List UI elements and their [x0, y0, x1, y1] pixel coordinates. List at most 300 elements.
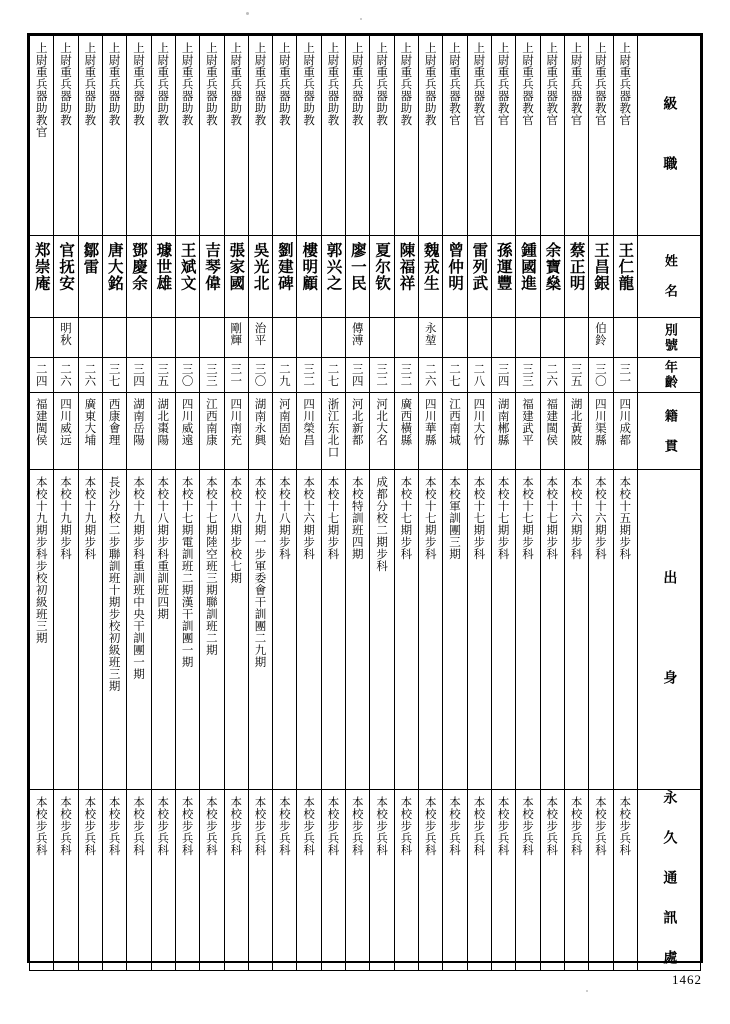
cell-inner: [322, 318, 345, 357]
cell-rank: [613, 36, 638, 236]
cell-address: [175, 790, 199, 971]
cell-inner: [541, 358, 564, 392]
cell-address: [346, 790, 370, 971]
cell-origin: [78, 393, 102, 470]
age-text: 二六: [83, 363, 98, 387]
origin-text: 四川成都: [618, 398, 633, 446]
cell-education: [273, 470, 297, 790]
address-text: 本校步兵科: [326, 796, 341, 856]
row-origin: [30, 393, 701, 470]
cell-rank: [273, 36, 297, 236]
cell-age: [370, 358, 394, 393]
address-text: 本校步兵科: [204, 796, 219, 856]
scan-speck: [360, 18, 362, 20]
origin-text: 浙江东北口: [326, 398, 341, 458]
rank-text: 上尉重兵器助教: [423, 42, 438, 126]
cell-inner: [225, 470, 248, 789]
cell-address: [30, 790, 54, 971]
cell-education: [54, 470, 78, 790]
cell-education: [491, 470, 515, 790]
cell-inner: [541, 318, 564, 357]
cell-education: [516, 470, 540, 790]
alias-text: 治平: [253, 322, 268, 346]
cell-inner: [346, 236, 369, 317]
cell-address: [419, 790, 443, 971]
cell-inner: [614, 470, 638, 789]
cell-inner: [322, 470, 345, 789]
cell-alias: [175, 318, 199, 358]
cell-rank: [151, 36, 175, 236]
cell-inner: [249, 393, 272, 469]
cell-name: [419, 236, 443, 318]
cell-inner: [614, 790, 638, 970]
cell-inner: [346, 36, 369, 235]
cell-origin: [394, 393, 418, 470]
cell-inner: [638, 36, 700, 235]
name-text: 樓明顧: [300, 242, 319, 292]
cell-inner: [443, 36, 466, 235]
cell-inner: [346, 318, 369, 357]
age-text: 三二: [302, 363, 317, 387]
cell-inner: [419, 358, 442, 392]
alias-text: 伯鈴: [593, 322, 608, 346]
age-text: 三二: [399, 363, 414, 387]
name-text: 曾仲明: [446, 242, 465, 292]
rank-text: 上尉重兵器助教: [229, 42, 244, 126]
cell-inner: [30, 236, 53, 317]
address-text: 本校步兵科: [253, 796, 268, 856]
cell-age: [394, 358, 418, 393]
cell-inner: [516, 236, 539, 317]
cell-education: [248, 470, 272, 790]
cell-inner: [273, 36, 296, 235]
address-text: 本校步兵科: [180, 796, 195, 856]
cell-age: [30, 358, 54, 393]
rank-text: 上尉重兵器助教: [83, 42, 98, 126]
cell-inner: [103, 318, 126, 357]
cell-age: [467, 358, 491, 393]
education-text: 本校十九期步科: [59, 476, 73, 560]
cell-inner: [176, 36, 199, 235]
cell-alias: [151, 318, 175, 358]
header-rank-text: 級 職: [661, 95, 678, 176]
address-text: 本校步兵科: [131, 796, 146, 856]
cell-name: [613, 236, 638, 318]
education-text: 本校特訓班四期: [350, 476, 365, 560]
cell-alias: [127, 318, 151, 358]
cell-inner: [54, 318, 77, 357]
row-name: [30, 236, 701, 318]
cell-inner: [30, 393, 53, 469]
cell-origin: [175, 393, 199, 470]
cell-inner: [589, 358, 612, 392]
cell-rank: [78, 36, 102, 236]
cell-inner: [346, 470, 369, 789]
age-text: 三〇: [253, 363, 268, 387]
origin-text: 河北新都: [350, 398, 365, 446]
cell-age: [175, 358, 199, 393]
address-text: 本校步兵科: [545, 796, 560, 856]
cell-inner: [297, 393, 320, 469]
education-text: 本校十七期電訓班二期漢干訓團一期: [180, 476, 195, 668]
cell-inner: [395, 318, 418, 357]
origin-text: 福建閩侯: [545, 398, 560, 446]
cell-alias: [54, 318, 78, 358]
rank-text: 上尉重兵器助教: [302, 42, 317, 126]
cell-inner: [395, 790, 418, 970]
cell-inner: [516, 393, 539, 469]
header-alias-text: 別號: [661, 322, 677, 353]
cell-rank: [516, 36, 540, 236]
cell-age: [78, 358, 102, 393]
cell-inner: [614, 36, 638, 235]
cell-origin: [419, 393, 443, 470]
cell-education: [200, 470, 224, 790]
cell-inner: [468, 393, 491, 469]
cell-inner: [419, 36, 442, 235]
cell-inner: [370, 236, 393, 317]
education-text: 本校十七期步科: [496, 476, 511, 560]
cell-inner: [79, 318, 102, 357]
page-number: 1462: [672, 972, 702, 987]
name-text: 張家國: [227, 242, 246, 292]
cell-inner: [54, 358, 77, 392]
cell-inner: [346, 790, 369, 970]
rank-text: 上尉重兵器助教: [180, 42, 195, 126]
age-text: 二七: [448, 363, 462, 387]
origin-text: 廣東大埔: [83, 398, 98, 446]
cell-address: [491, 790, 515, 971]
cell-rank: [175, 36, 199, 236]
origin-text: 河北大名: [375, 398, 390, 446]
cell-name: [273, 236, 297, 318]
cell-age: [321, 358, 345, 393]
cell-inner: [103, 470, 126, 789]
cell-origin: [491, 393, 515, 470]
cell-inner: [443, 393, 466, 469]
education-text: 本校十七期步科: [399, 476, 414, 560]
address-text: 本校步兵科: [496, 796, 511, 856]
cell-name: [394, 236, 418, 318]
cell-rank: [370, 36, 394, 236]
header-name: [638, 236, 701, 318]
cell-inner: [419, 318, 442, 357]
cell-education: [540, 470, 564, 790]
cell-inner: [152, 358, 175, 392]
header-origin: [638, 393, 701, 470]
cell-inner: [297, 36, 320, 235]
cell-address: [297, 790, 321, 971]
age-text: 三四: [350, 363, 365, 387]
cell-rank: [346, 36, 370, 236]
cell-inner: [541, 36, 564, 235]
origin-text: 四川威遠: [180, 398, 195, 446]
cell-inner: [492, 318, 515, 357]
cell-inner: [103, 358, 126, 392]
cell-alias: [273, 318, 297, 358]
cell-education: [127, 470, 151, 790]
cell-education: [467, 470, 491, 790]
cell-origin: [346, 393, 370, 470]
cell-inner: [297, 470, 320, 789]
origin-text: 四川榮昌: [302, 398, 317, 446]
cell-origin: [54, 393, 78, 470]
address-text: 本校步兵科: [448, 796, 462, 856]
cell-inner: [468, 318, 491, 357]
cell-inner: [370, 36, 393, 235]
rank-text: 上尉重兵器教官: [448, 42, 462, 126]
cell-name: [346, 236, 370, 318]
cell-alias: [394, 318, 418, 358]
cell-education: [564, 470, 588, 790]
cell-address: [224, 790, 248, 971]
cell-alias: [516, 318, 540, 358]
origin-text: 江西南城: [448, 398, 462, 446]
cell-inner: [273, 236, 296, 317]
cell-inner: [370, 470, 393, 789]
cell-inner: [492, 393, 515, 469]
cell-alias: [443, 318, 467, 358]
cell-name: [200, 236, 224, 318]
cell-origin: [540, 393, 564, 470]
personnel-roster-table: [27, 33, 703, 970]
alias-text: 傳溥: [350, 322, 365, 346]
address-text: 本校步兵科: [423, 796, 438, 856]
cell-inner: [346, 393, 369, 469]
cell-rank: [224, 36, 248, 236]
cell-inner: [638, 470, 700, 789]
origin-text: 廣西橫縣: [399, 398, 414, 446]
cell-inner: [127, 358, 150, 392]
origin-text: 河南固始: [277, 398, 292, 446]
cell-inner: [492, 790, 515, 970]
name-text: 余寶燊: [543, 242, 562, 292]
education-text: 本校十八期步科重訓班四期: [156, 476, 171, 620]
cell-inner: [200, 790, 223, 970]
cell-origin: [516, 393, 540, 470]
header-education-text: 出 身: [661, 569, 678, 690]
address-text: 本校步兵科: [107, 796, 122, 856]
cell-inner: [322, 36, 345, 235]
header-age: [638, 358, 701, 393]
cell-inner: [54, 790, 77, 970]
name-text: 陳福祥: [397, 242, 416, 292]
row-address: [30, 790, 701, 971]
cell-inner: [152, 790, 175, 970]
cell-age: [54, 358, 78, 393]
header-alias: [638, 318, 701, 358]
cell-rank: [419, 36, 443, 236]
cell-inner: [541, 393, 564, 469]
cell-inner: [638, 358, 700, 392]
cell-origin: [224, 393, 248, 470]
cell-inner: [541, 470, 564, 789]
cell-inner: [79, 790, 102, 970]
rank-text: 上尉重兵器助教: [131, 42, 146, 126]
cell-alias: [321, 318, 345, 358]
cell-inner: [176, 393, 199, 469]
cell-education: [102, 470, 126, 790]
age-text: 二八: [472, 363, 487, 387]
cell-age: [151, 358, 175, 393]
cell-inner: [492, 236, 515, 317]
age-text: 三三: [204, 363, 219, 387]
rank-text: 上尉重兵器教官: [520, 42, 535, 126]
cell-inner: [395, 236, 418, 317]
cell-origin: [589, 393, 613, 470]
address-text: 本校步兵科: [34, 796, 49, 856]
cell-inner: [541, 236, 564, 317]
cell-inner: [589, 470, 612, 789]
cell-alias: [540, 318, 564, 358]
cell-inner: [516, 358, 539, 392]
cell-alias: [248, 318, 272, 358]
cell-alias: [613, 318, 638, 358]
cell-age: [516, 358, 540, 393]
cell-inner: [370, 358, 393, 392]
cell-alias: [102, 318, 126, 358]
cell-inner: [273, 790, 296, 970]
origin-text: 四川大竹: [472, 398, 487, 446]
cell-age: [491, 358, 515, 393]
name-text: 蔡正明: [567, 242, 586, 292]
cell-name: [467, 236, 491, 318]
cell-inner: [395, 470, 418, 789]
header-origin-text: 籍 貫: [661, 408, 677, 454]
origin-text: 福建閩侯: [34, 398, 49, 446]
cell-inner: [200, 36, 223, 235]
rank-text: 上尉重兵器教官: [593, 42, 608, 126]
education-text: 本校軍訓團三期: [448, 476, 462, 560]
cell-inner: [565, 393, 588, 469]
row-rank: [30, 36, 701, 236]
rank-text: 上尉重兵器教官: [472, 42, 487, 126]
name-text: 官抚安: [57, 242, 76, 292]
cell-inner: [322, 236, 345, 317]
cell-alias: [419, 318, 443, 358]
cell-inner: [225, 358, 248, 392]
cell-inner: [565, 358, 588, 392]
cell-inner: [249, 470, 272, 789]
cell-name: [321, 236, 345, 318]
cell-inner: [249, 358, 272, 392]
age-text: 二七: [326, 363, 341, 387]
cell-address: [443, 790, 467, 971]
age-text: 二四: [34, 363, 49, 387]
cell-address: [321, 790, 345, 971]
origin-text: 江西南康: [204, 398, 219, 446]
address-text: 本校步兵科: [83, 796, 98, 856]
name-text: 鄒雷: [81, 242, 100, 275]
cell-alias: [564, 318, 588, 358]
cell-origin: [273, 393, 297, 470]
cell-name: [54, 236, 78, 318]
name-text: 郭兴之: [324, 242, 343, 292]
cell-inner: [322, 790, 345, 970]
cell-alias: [346, 318, 370, 358]
cell-name: [151, 236, 175, 318]
cell-origin: [370, 393, 394, 470]
cell-rank: [443, 36, 467, 236]
cell-inner: [54, 36, 77, 235]
alias-text: 永堃: [423, 322, 438, 346]
cell-name: [78, 236, 102, 318]
cell-age: [419, 358, 443, 393]
cell-address: [467, 790, 491, 971]
rank-text: 上尉重兵器教官: [496, 42, 511, 126]
cell-age: [297, 358, 321, 393]
cell-inner: [419, 470, 442, 789]
cell-inner: [225, 790, 248, 970]
cell-age: [443, 358, 467, 393]
rank-text: 上尉重兵器助教: [326, 42, 341, 126]
rank-text: 上尉重兵器助教: [399, 42, 414, 126]
cell-inner: [419, 790, 442, 970]
cell-inner: [79, 358, 102, 392]
cell-inner: [249, 236, 272, 317]
cell-name: [443, 236, 467, 318]
cell-alias: [224, 318, 248, 358]
cell-inner: [565, 236, 588, 317]
address-text: 本校步兵科: [593, 796, 608, 856]
cell-inner: [322, 393, 345, 469]
cell-origin: [297, 393, 321, 470]
cell-address: [102, 790, 126, 971]
cell-address: [200, 790, 224, 971]
cell-education: [589, 470, 613, 790]
cell-age: [613, 358, 638, 393]
address-text: 本校步兵科: [569, 796, 584, 856]
cell-inner: [589, 318, 612, 357]
address-text: 本校步兵科: [618, 796, 633, 856]
cell-inner: [54, 236, 77, 317]
cell-inner: [614, 358, 638, 392]
cell-inner: [176, 318, 199, 357]
cell-inner: [30, 358, 53, 392]
age-text: 三三: [520, 363, 535, 387]
cell-inner: [103, 36, 126, 235]
cell-education: [297, 470, 321, 790]
cell-origin: [200, 393, 224, 470]
cell-name: [564, 236, 588, 318]
cell-address: [540, 790, 564, 971]
cell-inner: [395, 36, 418, 235]
cell-inner: [103, 236, 126, 317]
address-text: 本校步兵科: [277, 796, 292, 856]
cell-inner: [225, 393, 248, 469]
cell-inner: [273, 358, 296, 392]
cell-address: [394, 790, 418, 971]
cell-inner: [419, 393, 442, 469]
cell-inner: [273, 318, 296, 357]
origin-text: 湖南永興: [253, 398, 268, 446]
education-text: 本校十七期步科: [520, 476, 535, 560]
cell-alias: [200, 318, 224, 358]
cell-name: [370, 236, 394, 318]
name-text: 唐大銘: [105, 242, 124, 292]
cell-inner: [249, 790, 272, 970]
cell-origin: [467, 393, 491, 470]
cell-address: [273, 790, 297, 971]
cell-inner: [638, 790, 700, 970]
cell-inner: [152, 36, 175, 235]
cell-education: [394, 470, 418, 790]
cell-address: [589, 790, 613, 971]
age-text: 二六: [423, 363, 438, 387]
cell-inner: [127, 470, 150, 789]
cell-inner: [176, 790, 199, 970]
cell-education: [613, 470, 638, 790]
